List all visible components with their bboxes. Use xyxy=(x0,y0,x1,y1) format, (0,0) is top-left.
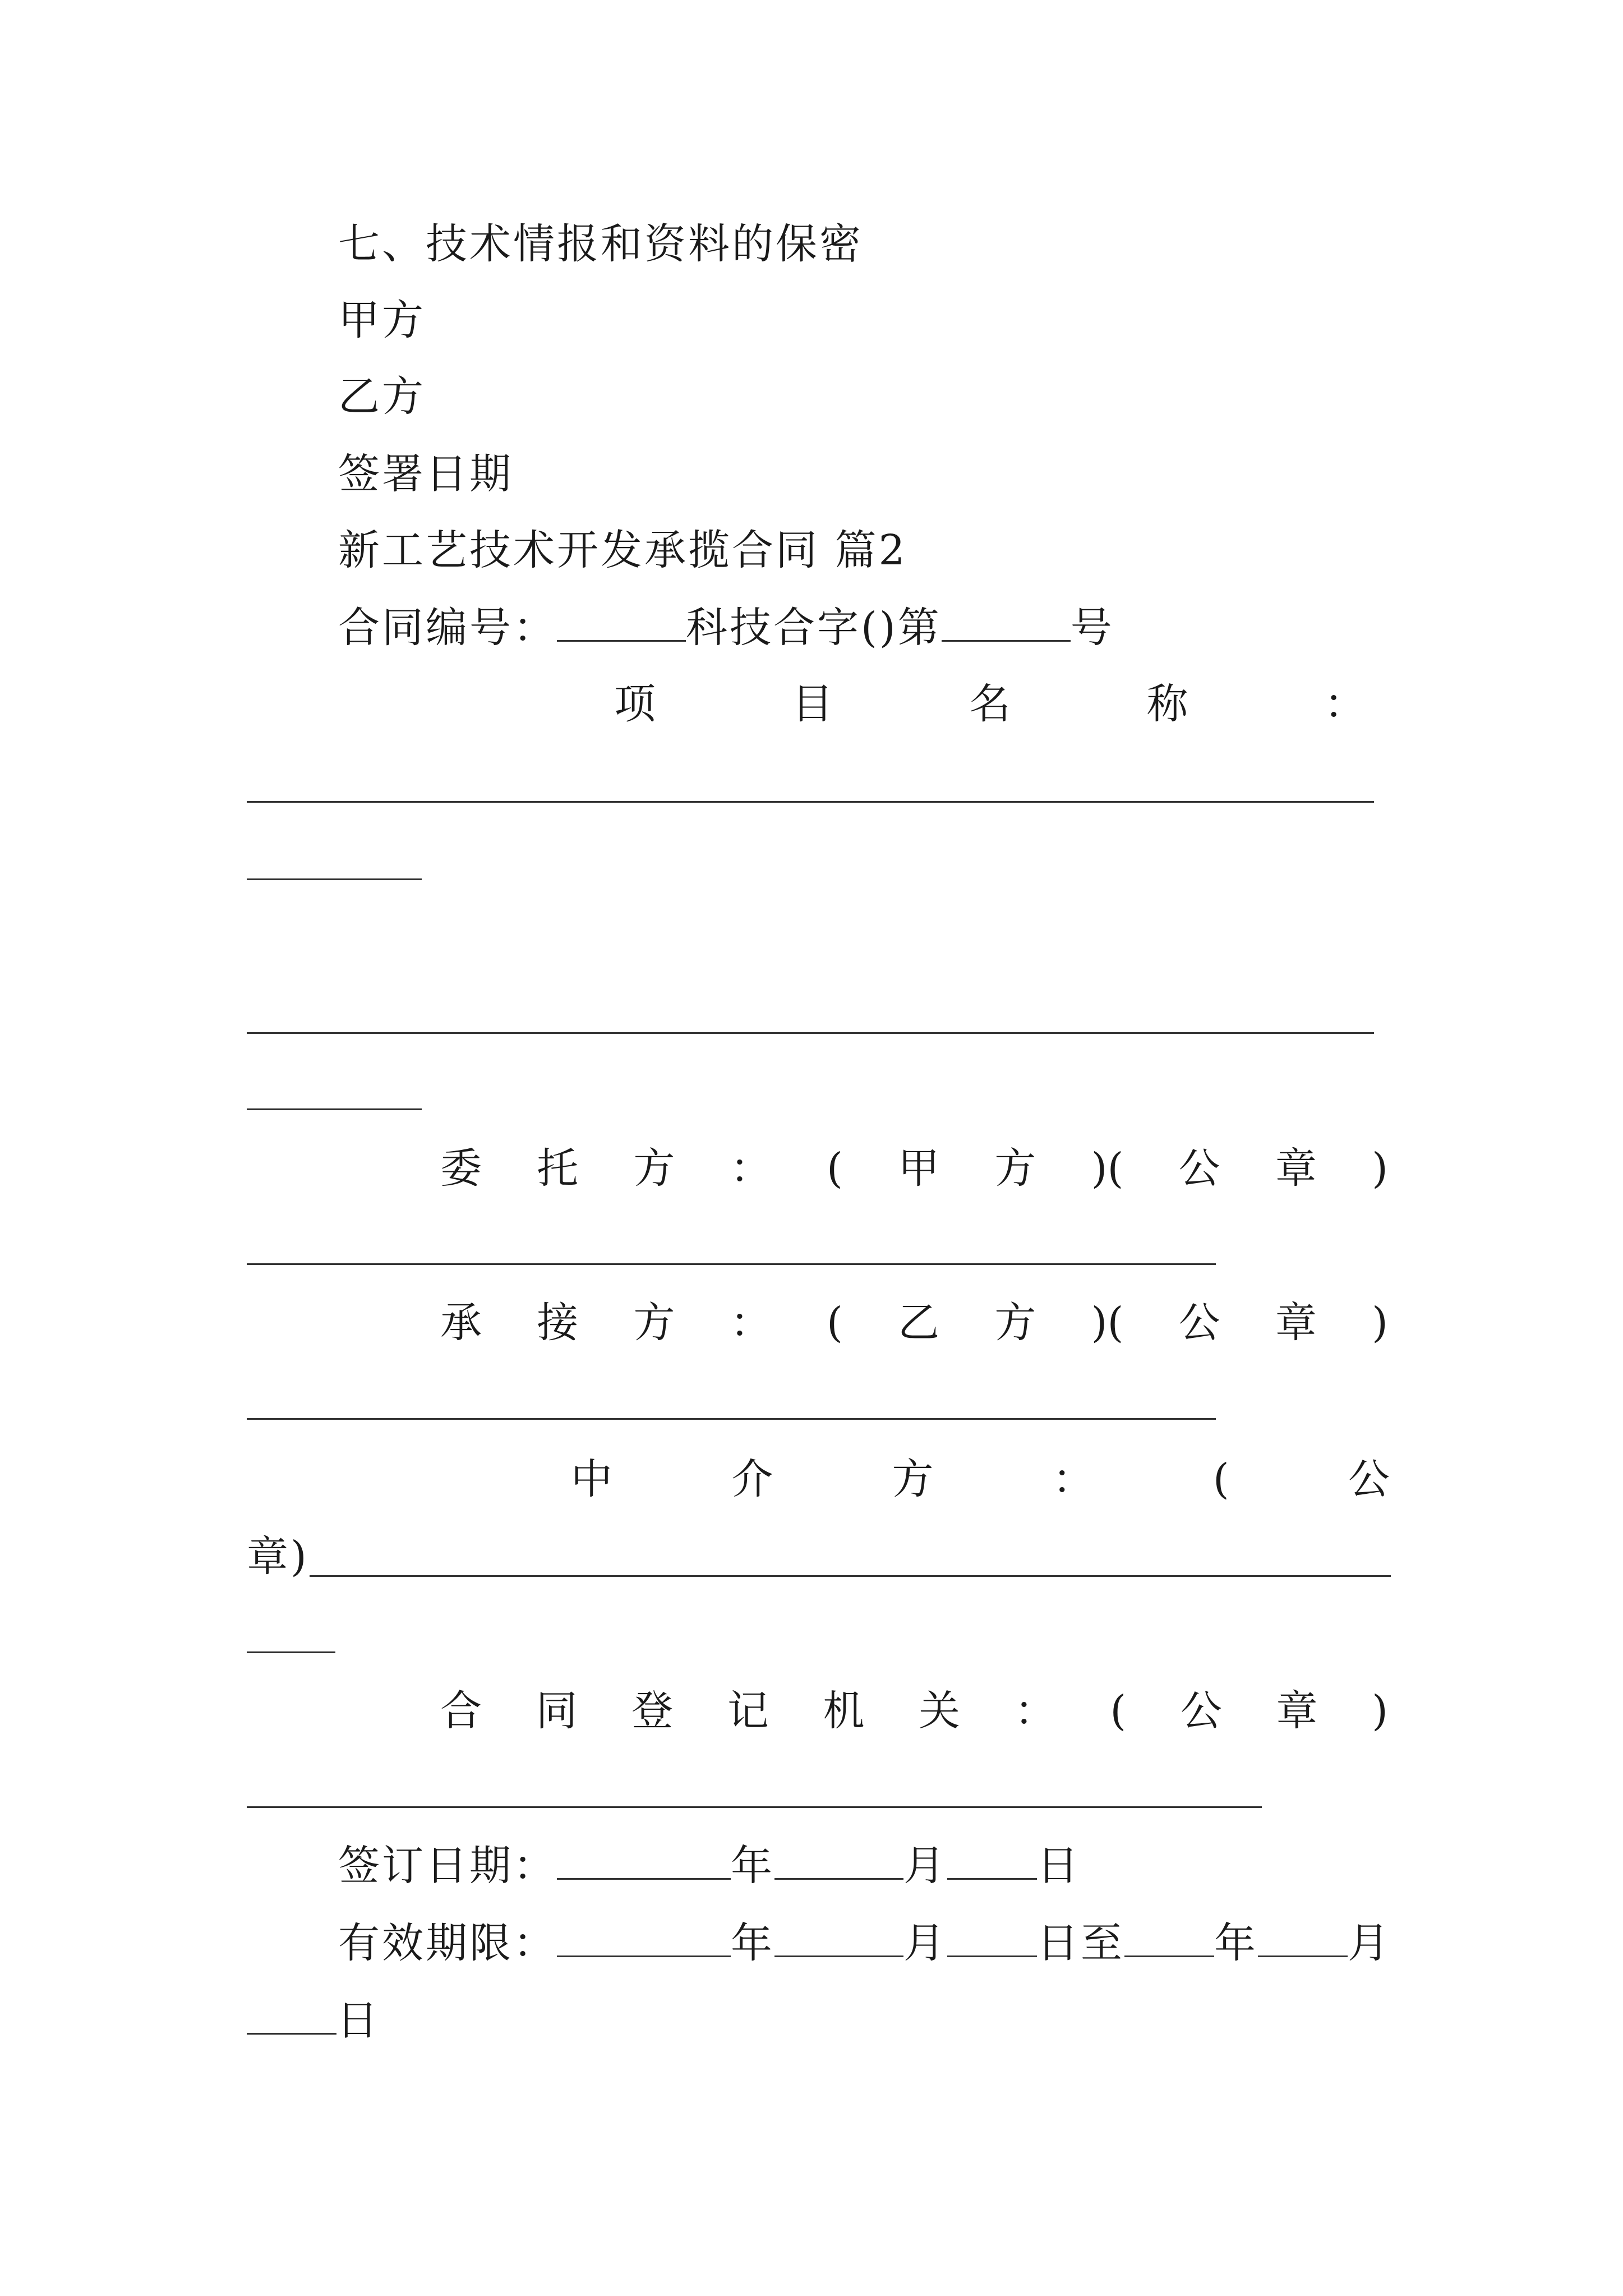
intermediary-label xyxy=(571,1455,1390,1503)
validity-day-blank xyxy=(947,1922,1037,1957)
intermediary-rule-2 xyxy=(247,1651,335,1653)
char: 称 xyxy=(1146,680,1188,728)
char: ： xyxy=(1014,1687,1056,1735)
char: 接 xyxy=(537,1299,579,1347)
char: 方 xyxy=(994,1144,1036,1193)
char: 公 xyxy=(1178,1144,1220,1193)
char: 介 xyxy=(731,1455,773,1503)
contract-number-mid: 科技合字()第 xyxy=(686,604,942,652)
char: 中 xyxy=(571,1455,612,1503)
contractor-label xyxy=(440,1299,1388,1347)
char: 记 xyxy=(727,1687,769,1735)
char: ： xyxy=(1324,680,1366,728)
contract-number-line xyxy=(338,604,1114,652)
validity-year2-blank xyxy=(1124,1922,1214,1957)
client-rule xyxy=(247,1263,1216,1265)
char: ( xyxy=(827,1144,843,1193)
month2-label: 月 xyxy=(1348,1919,1391,1967)
char: 章 xyxy=(1275,1144,1317,1193)
project-name-label xyxy=(614,680,1366,728)
month-label: 月 xyxy=(903,1919,947,1967)
char: 名 xyxy=(969,680,1011,728)
char: ) xyxy=(1372,1299,1388,1347)
validity-month-blank xyxy=(774,1922,903,1957)
month-label: 月 xyxy=(903,1842,947,1890)
intermediary-seal-cont: 章) xyxy=(247,1533,309,1581)
registry-rule xyxy=(247,1806,1262,1808)
signing-date-line xyxy=(338,1842,1081,1890)
char: 机 xyxy=(823,1687,865,1735)
char: ： xyxy=(1052,1455,1094,1503)
client-label xyxy=(440,1144,1388,1193)
year-label: 年 xyxy=(731,1842,774,1890)
year-label: 年 xyxy=(731,1919,774,1967)
char: 章 xyxy=(1276,1687,1318,1735)
day-label: 日 xyxy=(1037,1842,1081,1890)
char: ： xyxy=(730,1144,772,1193)
char: ) xyxy=(1372,1144,1388,1193)
contract-number-blank-1 xyxy=(557,606,686,642)
day-end-label: 日 xyxy=(336,1996,380,2045)
char: 托 xyxy=(537,1144,579,1193)
char: 项 xyxy=(614,680,656,728)
blank-rule-4 xyxy=(247,1108,422,1110)
section-7-heading: 七、技术情报和资料的保密 xyxy=(338,220,863,268)
sign-date-label: 签署日期 xyxy=(338,450,513,498)
char: ( xyxy=(1212,1455,1229,1503)
blank-rule-3 xyxy=(247,1032,1374,1034)
char: ( xyxy=(827,1299,843,1347)
project-name-rule-1 xyxy=(247,801,1374,803)
validity-end-line xyxy=(247,1996,380,2045)
char: 章 xyxy=(1275,1299,1317,1347)
char: 关 xyxy=(919,1687,961,1735)
char: 公 xyxy=(1178,1299,1220,1347)
section-title: 新工艺技术开发承揽合同 篇2 xyxy=(338,526,907,574)
char: 同 xyxy=(536,1687,578,1735)
intermediary-rule-1 xyxy=(310,1575,1391,1577)
signing-year-blank xyxy=(557,1844,731,1880)
char: 方 xyxy=(633,1144,675,1193)
char: ) xyxy=(1372,1687,1388,1735)
validity-line xyxy=(338,1919,1391,1967)
char: 委 xyxy=(440,1144,482,1193)
project-name-rule-2 xyxy=(247,878,422,880)
contract-number-end: 号 xyxy=(1070,604,1114,652)
day-to-label: 日至 xyxy=(1037,1919,1124,1967)
char: 承 xyxy=(440,1299,482,1347)
validity-label: 有效期限： xyxy=(338,1919,557,1967)
char: 方 xyxy=(633,1299,675,1347)
signing-day-blank xyxy=(947,1844,1037,1880)
registry-label xyxy=(440,1687,1388,1735)
char: 甲 xyxy=(898,1144,940,1193)
char: 公 xyxy=(1348,1455,1390,1503)
year2-label: 年 xyxy=(1214,1919,1258,1967)
char: 公 xyxy=(1180,1687,1222,1735)
char: )( xyxy=(1091,1299,1124,1347)
char: 登 xyxy=(631,1687,674,1735)
validity-year-blank xyxy=(557,1922,731,1957)
char: ( xyxy=(1110,1687,1127,1735)
char: 合 xyxy=(440,1687,482,1735)
validity-month2-blank xyxy=(1258,1922,1348,1957)
signing-date-label: 签订日期： xyxy=(338,1842,557,1890)
contractor-rule xyxy=(247,1418,1216,1420)
char: 乙 xyxy=(898,1299,940,1347)
char: )( xyxy=(1091,1144,1124,1193)
contract-number-blank-2 xyxy=(942,606,1071,642)
char: 方 xyxy=(994,1299,1036,1347)
signing-month-blank xyxy=(774,1844,903,1880)
char: ： xyxy=(730,1299,772,1347)
validity-day2-blank xyxy=(247,1999,336,2035)
char: 目 xyxy=(791,680,833,728)
party-a-label: 甲方 xyxy=(338,296,426,344)
char: 方 xyxy=(892,1455,934,1503)
contract-number-label: 合同编号： xyxy=(338,604,557,652)
party-b-label: 乙方 xyxy=(338,372,426,421)
